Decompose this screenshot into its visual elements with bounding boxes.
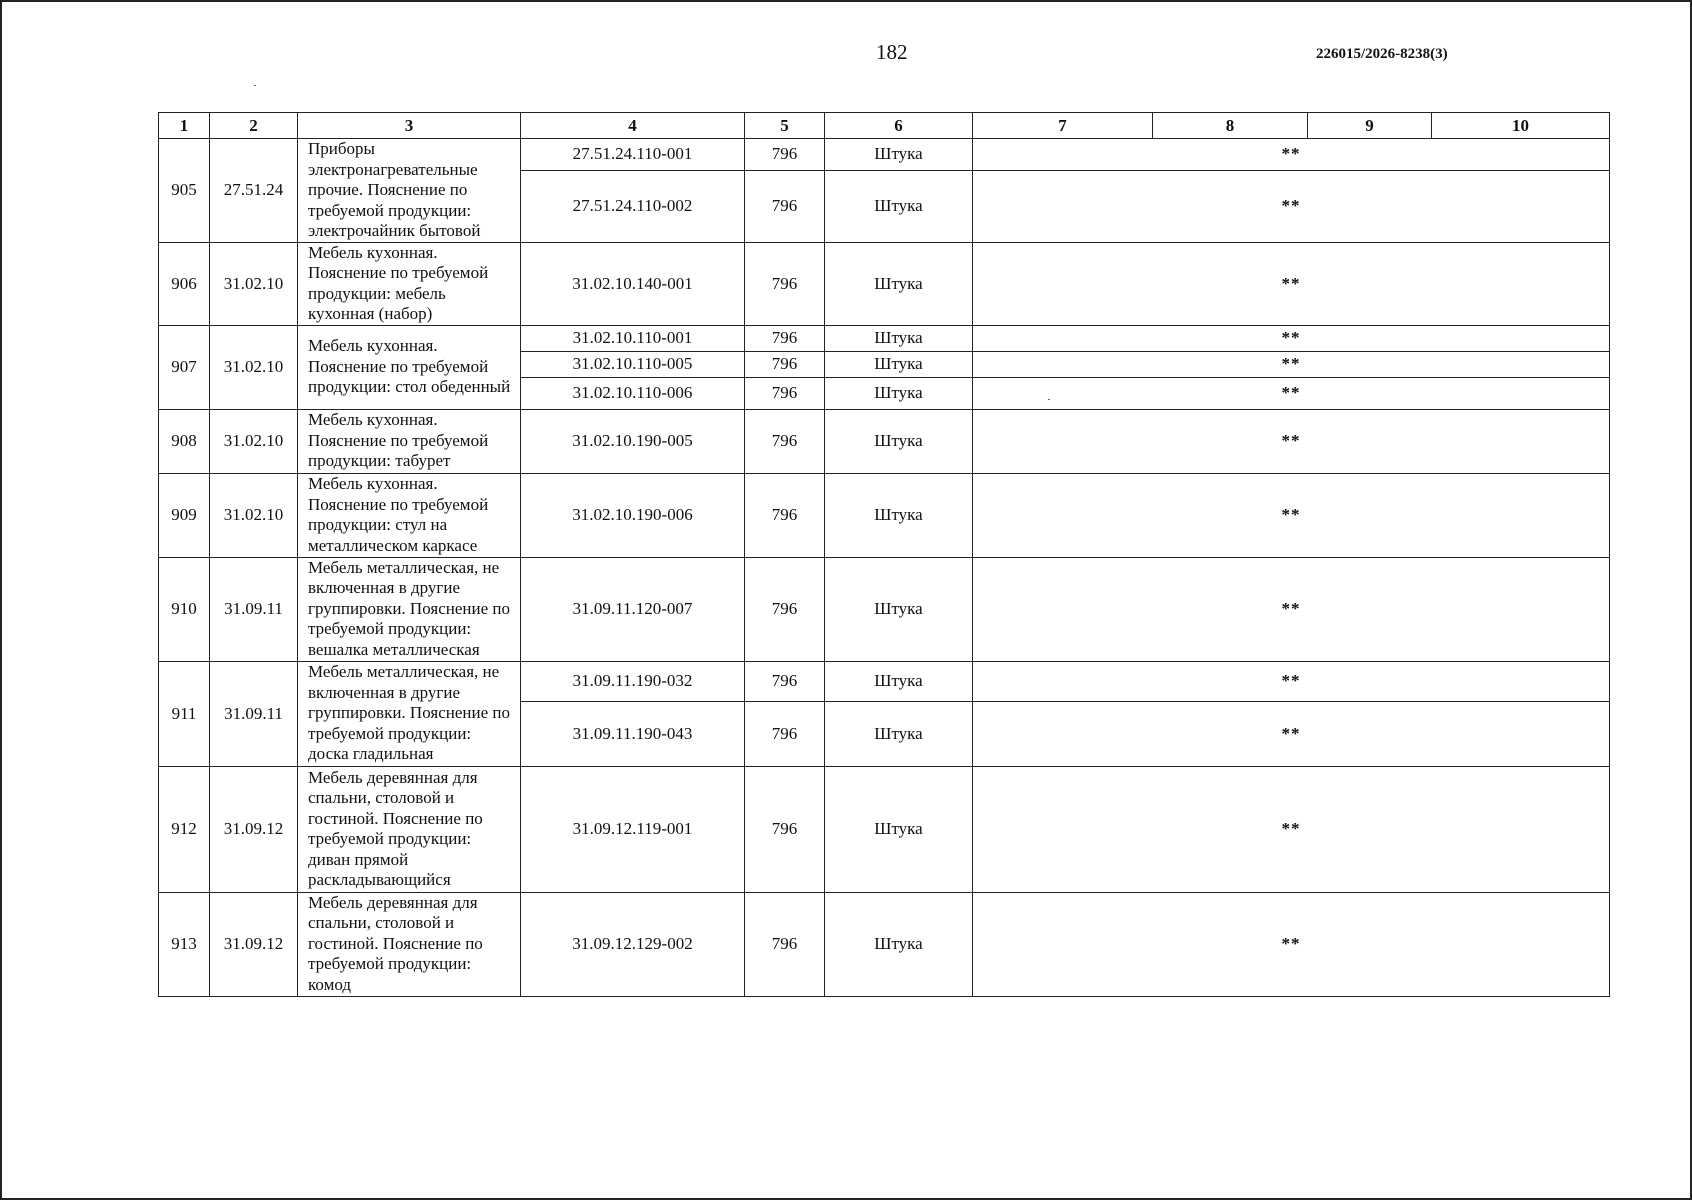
scan-speck — [254, 85, 256, 86]
okpd-code: 31.02.10 — [210, 242, 298, 325]
item-code: 31.09.11.190-043 — [521, 701, 745, 766]
item-code: 31.02.10.190-006 — [521, 473, 745, 557]
item-code: 31.09.12.129-002 — [521, 892, 745, 996]
okpd-code: 31.02.10 — [210, 409, 298, 473]
unit-name: Штука — [825, 377, 973, 409]
item-code: 31.02.10.190-005 — [521, 409, 745, 473]
document-id: 226015/2026-8238(3) — [1316, 46, 1448, 62]
unit-name: Штука — [825, 701, 973, 766]
column-header-10: 10 — [1432, 113, 1610, 139]
merged-mark: ** — [973, 242, 1610, 325]
row-number: 908 — [159, 409, 210, 473]
okei-code: 796 — [745, 325, 825, 351]
column-header-5: 5 — [745, 113, 825, 139]
table-row — [159, 766, 1610, 892]
product-name: Мебель кухонная. Пояснение по требуемой продукции: табурет — [298, 409, 521, 473]
item-code: 27.51.24.110-001 — [521, 139, 745, 171]
okpd-code: 31.02.10 — [210, 473, 298, 557]
okpd-code: 31.02.10 — [210, 325, 298, 409]
item-code: 31.02.10.140-001 — [521, 242, 745, 325]
row-number: 907 — [159, 325, 210, 409]
unit-name: Штука — [825, 661, 973, 701]
product-name: Мебель кухонная. Пояснение по требуемой продукции: мебель кухонная (набор) — [298, 242, 521, 325]
column-header-3: 3 — [298, 113, 521, 139]
merged-mark: ** — [973, 409, 1610, 473]
item-code: 27.51.24.110-002 — [521, 170, 745, 242]
merged-mark: ** — [973, 351, 1610, 377]
row-number: 905 — [159, 139, 210, 243]
merged-mark: ** — [973, 473, 1610, 557]
table-row — [159, 242, 1610, 325]
unit-name: Штука — [825, 557, 973, 661]
registry-table — [158, 112, 1610, 997]
product-name: Мебель кухонная. Пояснение по требуемой продукции: стул на металлическом каркасе — [298, 473, 521, 557]
okei-code: 796 — [745, 409, 825, 473]
table-row — [159, 661, 1610, 701]
item-code: 31.02.10.110-005 — [521, 351, 745, 377]
column-header-9: 9 — [1308, 113, 1432, 139]
column-header-8: 8 — [1153, 113, 1308, 139]
unit-name: Штука — [825, 170, 973, 242]
row-number: 909 — [159, 473, 210, 557]
product-name: Мебель кухонная. Пояснение по требуемой продукции: стол обеденный — [298, 325, 521, 409]
okei-code: 796 — [745, 242, 825, 325]
table-row — [159, 139, 1610, 171]
merged-mark: ** — [973, 766, 1610, 892]
column-header-2: 2 — [210, 113, 298, 139]
column-header-1: 1 — [159, 113, 210, 139]
table-row — [159, 557, 1610, 661]
item-code: 31.02.10.110-001 — [521, 325, 745, 351]
okei-code: 796 — [745, 701, 825, 766]
column-header-6: 6 — [825, 113, 973, 139]
product-name: Мебель деревянная для спальни, столовой и гостиной. Пояснение по требуемой продукции: диван прямой раскладывающийся — [298, 766, 521, 892]
column-header-7: 7 — [973, 113, 1153, 139]
okei-code: 796 — [745, 892, 825, 996]
okei-code: 796 — [745, 139, 825, 171]
unit-name: Штука — [825, 351, 973, 377]
unit-name: Штука — [825, 409, 973, 473]
merged-mark: ** — [973, 701, 1610, 766]
okei-code: 796 — [745, 351, 825, 377]
unit-name: Штука — [825, 242, 973, 325]
table-row — [159, 409, 1610, 473]
okpd-code: 31.09.12 — [210, 892, 298, 996]
header-row — [159, 113, 1610, 139]
table-row — [159, 473, 1610, 557]
okpd-code: 31.09.11 — [210, 557, 298, 661]
okpd-code: 31.09.12 — [210, 766, 298, 892]
okei-code: 796 — [745, 377, 825, 409]
table-row — [159, 325, 1610, 351]
product-name: Мебель металлическая, не включенная в другие группировки. Пояснение по требуемой продукции: вешалка металлическая — [298, 557, 521, 661]
page-number: 182 — [876, 40, 908, 64]
merged-mark: ** — [973, 139, 1610, 171]
okei-code: 796 — [745, 473, 825, 557]
merged-mark: ** — [973, 170, 1610, 242]
item-code: 31.09.12.119-001 — [521, 766, 745, 892]
unit-name: Штука — [825, 473, 973, 557]
unit-name: Штука — [825, 325, 973, 351]
product-name: Мебель металлическая, не включенная в другие группировки. Пояснение по требуемой продукции: доска гладильная — [298, 661, 521, 766]
merged-mark: ** — [973, 377, 1610, 409]
item-code: 31.02.10.110-006 — [521, 377, 745, 409]
column-header-4: 4 — [521, 113, 745, 139]
row-number: 911 — [159, 661, 210, 766]
item-code: 31.09.11.120-007 — [521, 557, 745, 661]
merged-mark: ** — [973, 892, 1610, 996]
okei-code: 796 — [745, 557, 825, 661]
merged-mark: ** — [973, 557, 1610, 661]
okpd-code: 31.09.11 — [210, 661, 298, 766]
okpd-code: 27.51.24 — [210, 139, 298, 243]
merged-mark: ** — [973, 661, 1610, 701]
merged-mark: ** — [973, 325, 1610, 351]
okei-code: 796 — [745, 170, 825, 242]
unit-name: Штука — [825, 139, 973, 171]
unit-name: Штука — [825, 766, 973, 892]
row-number: 913 — [159, 892, 210, 996]
product-name: Мебель деревянная для спальни, столовой и гостиной. Пояснение по требуемой продукции: комод — [298, 892, 521, 996]
product-name: Приборы электронагревательные прочие. Пояснение по требуемой продукции: электрочайник бытовой — [298, 139, 521, 243]
table-row — [159, 892, 1610, 996]
row-number: 912 — [159, 766, 210, 892]
okei-code: 796 — [745, 661, 825, 701]
row-number: 906 — [159, 242, 210, 325]
unit-name: Штука — [825, 892, 973, 996]
row-number: 910 — [159, 557, 210, 661]
item-code: 31.09.11.190-032 — [521, 661, 745, 701]
okei-code: 796 — [745, 766, 825, 892]
